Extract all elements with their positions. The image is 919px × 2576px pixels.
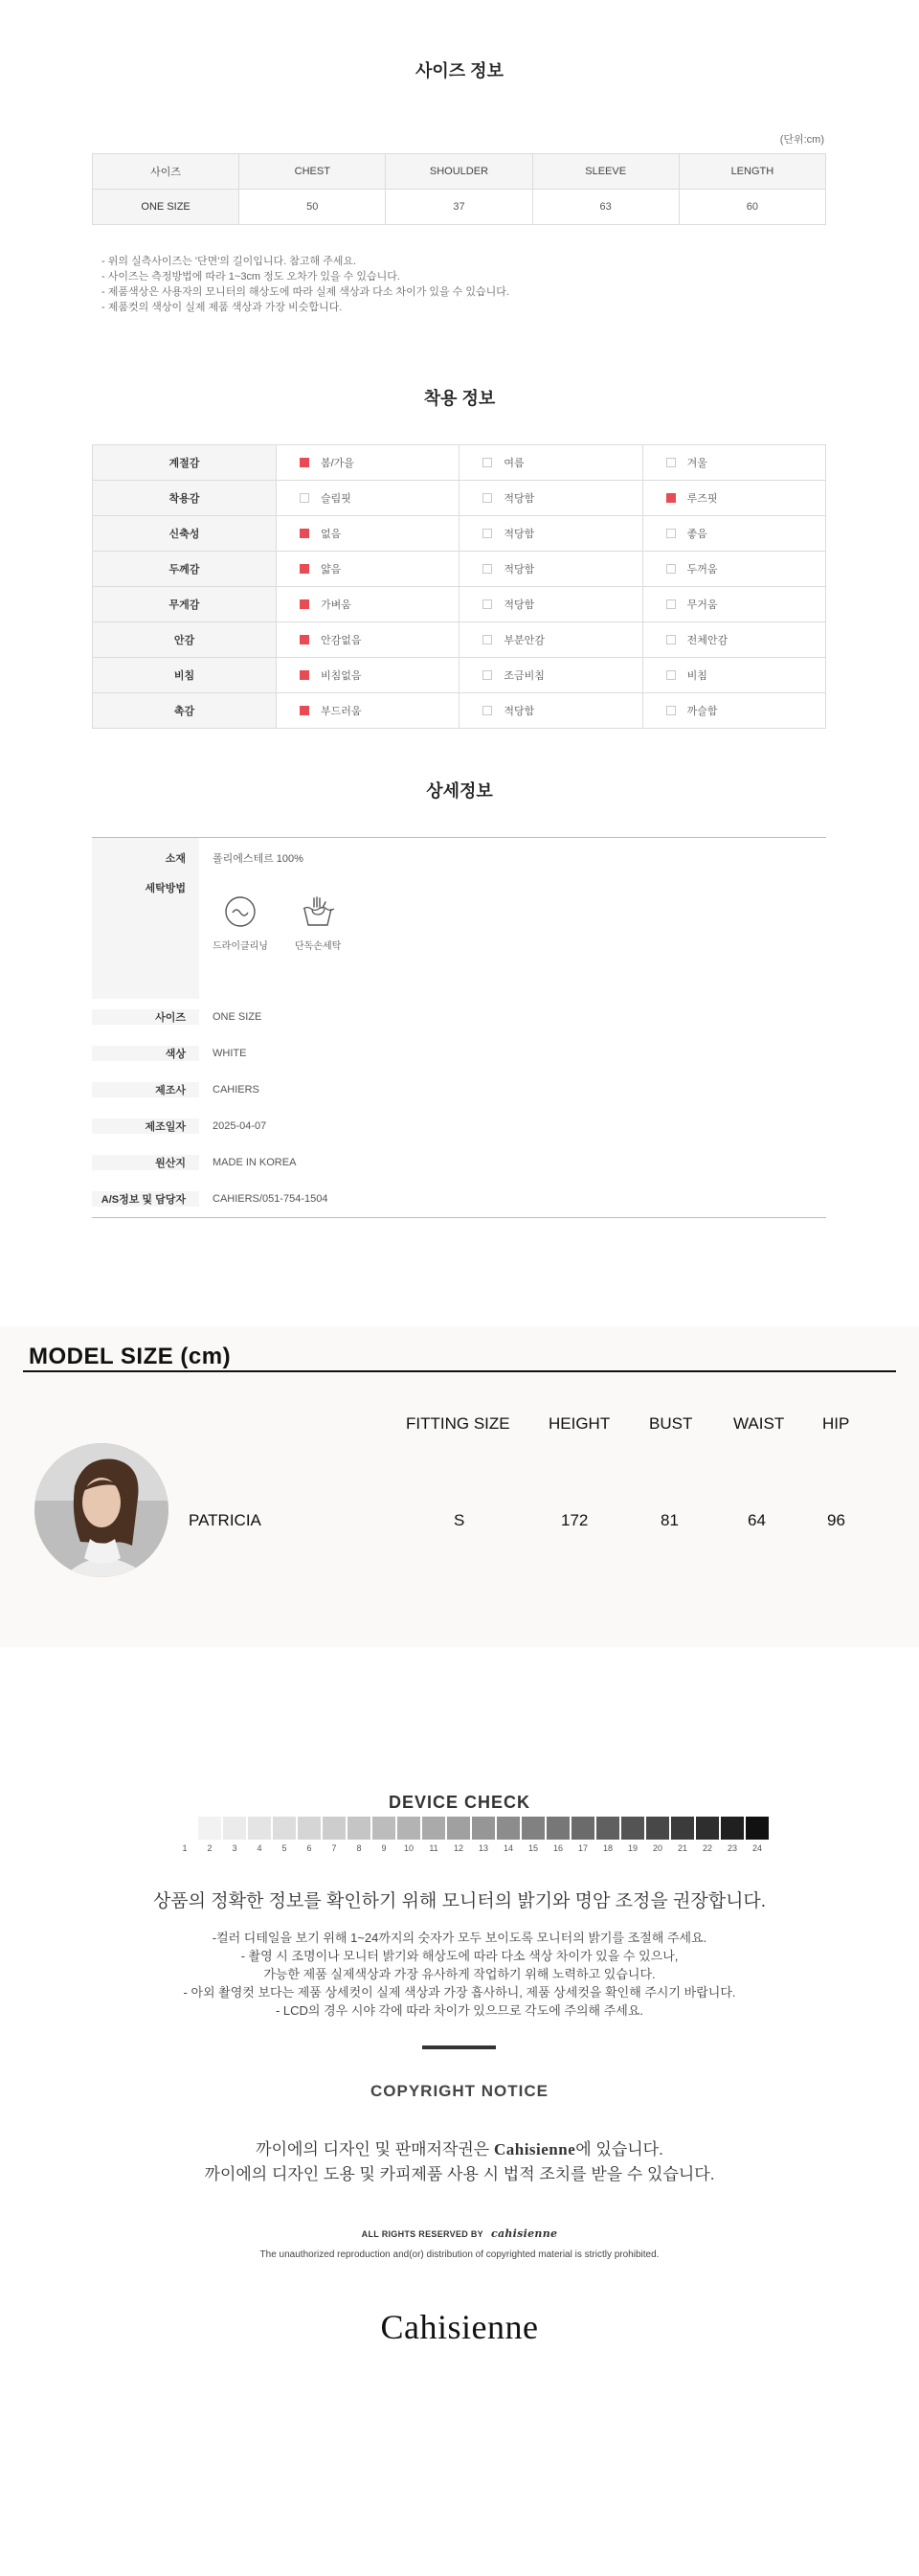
- unchecked-box-icon: [666, 564, 676, 574]
- size-note: - 제품색상은 사용자의 모니터의 해상도에 따라 실제 색상과 다소 차이가 있을 수 있습니다.: [101, 286, 509, 298]
- model-header-fitting: FITTING SIZE: [406, 1414, 510, 1433]
- size-header-cell: LENGTH: [679, 154, 825, 190]
- fit-option-label: 적당함: [504, 599, 535, 611]
- fit-option: [460, 552, 642, 587]
- fit-row: [93, 481, 826, 516]
- model-value-bust: 81: [661, 1511, 679, 1529]
- size-notes: [101, 254, 509, 315]
- unchecked-box-icon: [666, 458, 676, 467]
- gray-swatch-number: 24: [751, 1843, 762, 1853]
- unchecked-box-icon: [482, 599, 492, 609]
- fit-option: [460, 516, 642, 552]
- unchecked-box-icon: [666, 529, 676, 538]
- gray-swatch: [397, 1817, 420, 1840]
- size-header-cell: SHOULDER: [386, 154, 532, 190]
- device-note: - 촬영 시 조명이나 모니터 밝기와 해상도에 따라 다소 색상 차이가 있을 수 있으나,: [240, 1949, 679, 1963]
- copyright-text: [0, 2137, 919, 2187]
- fit-option-label: 두꺼움: [686, 564, 718, 576]
- detail-value: 2025-04-07: [213, 1120, 267, 1132]
- size-cell: ONE SIZE: [93, 190, 239, 225]
- fit-info-title: 착용 정보: [423, 389, 496, 408]
- model-value-fitting: S: [454, 1511, 465, 1529]
- wash-method-label: 단독손세탁: [294, 941, 342, 952]
- gray-swatch-number: 2: [207, 1843, 213, 1853]
- gray-swatch-number: 11: [429, 1843, 438, 1853]
- fit-row-label: 착용감: [93, 481, 277, 516]
- fit-row-label: 촉감: [93, 693, 277, 729]
- detail-row-color: [92, 1035, 826, 1072]
- fit-row-label: 안감: [93, 622, 277, 658]
- fit-option: [642, 587, 825, 622]
- gray-swatch: [547, 1817, 570, 1840]
- gray-swatch: [621, 1817, 644, 1840]
- detail-label: 사이즈: [92, 1009, 199, 1025]
- device-note: - 아외 촬영컷 보다는 제품 상세컷이 실제 색상과 가장 흡사하니, 제품 상세컷을 확인해 주시기 바랍니다.: [183, 1985, 736, 2000]
- gray-swatch: [696, 1817, 719, 1840]
- detail-row-size: [92, 999, 826, 1035]
- copyright-line-1-pre: 까이에의 디자인 및 판매저작권은: [256, 2140, 494, 2158]
- unchecked-box-icon: [482, 493, 492, 503]
- gray-swatch-number: 14: [503, 1843, 513, 1853]
- fit-option: [277, 481, 460, 516]
- fit-option-label: 적당함: [504, 529, 535, 540]
- brand-logo: Cahisienne: [380, 2308, 539, 2346]
- gray-swatch-number: 9: [381, 1843, 387, 1853]
- detail-row-origin: [92, 1144, 826, 1181]
- detail-label: 제조사: [92, 1082, 199, 1097]
- fit-row-label: 신축성: [93, 516, 277, 552]
- wash-methods: [199, 876, 341, 999]
- gray-swatch-number: 7: [331, 1843, 337, 1853]
- wash-method-dry-clean: [213, 895, 268, 952]
- model-avatar: [34, 1443, 168, 1577]
- checked-box-icon: [666, 493, 676, 503]
- model-value-waist: 64: [748, 1511, 766, 1529]
- unchecked-box-icon: [482, 564, 492, 574]
- fit-option: [277, 552, 460, 587]
- fit-option: [460, 587, 642, 622]
- model-header-height: HEIGHT: [549, 1414, 611, 1433]
- gray-swatch: [198, 1817, 221, 1840]
- model-value-hip: 96: [827, 1511, 845, 1529]
- size-table-header: [93, 154, 826, 190]
- fit-option: [277, 587, 460, 622]
- brand-inline: Cahisienne: [493, 2140, 576, 2158]
- fit-row-label: 비침: [93, 658, 277, 693]
- checked-box-icon: [300, 706, 309, 715]
- gray-swatch: [248, 1817, 271, 1840]
- fit-option: [642, 481, 825, 516]
- fit-option-label: 부드러움: [321, 706, 362, 717]
- detail-value: ONE SIZE: [213, 1011, 262, 1023]
- fit-option-label: 겨울: [686, 458, 707, 469]
- fit-option-label: 전체안감: [686, 635, 728, 646]
- size-header-cell: 사이즈: [93, 154, 239, 190]
- detail-label: A/S정보 및 담당자: [92, 1191, 199, 1207]
- fit-option: [277, 445, 460, 481]
- gray-swatch-number: 8: [356, 1843, 362, 1853]
- fit-option-label: 부분안감: [504, 635, 545, 646]
- fit-option-label: 적당함: [504, 564, 535, 576]
- size-note: - 사이즈는 측정방법에 따라 1~3cm 정도 오차가 있을 수 있습니다.: [101, 271, 400, 282]
- gray-swatch-number: 18: [602, 1843, 613, 1853]
- gray-swatch: [596, 1817, 619, 1840]
- gray-swatch: [422, 1817, 445, 1840]
- fit-option: [460, 481, 642, 516]
- detail-title: 상세정보: [426, 781, 493, 801]
- gray-swatch-number: 17: [577, 1843, 588, 1853]
- copyright-line-1-post: 에 있습니다.: [575, 2140, 663, 2158]
- fit-option: [642, 658, 825, 693]
- device-check-title: DEVICE CHECK: [388, 1793, 531, 1812]
- size-header-cell: CHEST: [239, 154, 386, 190]
- unchecked-box-icon: [666, 670, 676, 680]
- copyright-title: COPYRIGHT NOTICE: [370, 2082, 549, 2100]
- size-cell: 60: [679, 190, 825, 225]
- fit-option: [460, 445, 642, 481]
- unchecked-box-icon: [666, 635, 676, 644]
- device-note: -컬러 디테일을 보기 위해 1~24까지의 숫자가 모두 보이도록 모니터의 밝기를 조절해 주세요.: [212, 1931, 707, 1945]
- gray-swatch-number: 23: [727, 1843, 737, 1853]
- gray-swatch: [372, 1817, 395, 1840]
- gray-swatch: [447, 1817, 470, 1840]
- grayscale-numbers: [173, 1843, 769, 1853]
- size-header-cell: SLEEVE: [532, 154, 679, 190]
- wash-method-hand-wash: [295, 895, 341, 952]
- checked-box-icon: [300, 670, 309, 680]
- fit-option: [642, 552, 825, 587]
- detail-row-date: [92, 1108, 826, 1144]
- fit-row: [93, 693, 826, 729]
- divider-bar: [422, 2045, 496, 2049]
- fit-option: [277, 622, 460, 658]
- checked-box-icon: [300, 529, 309, 538]
- fit-option: [642, 622, 825, 658]
- model-value-height: 172: [561, 1511, 589, 1529]
- size-cell: 63: [532, 190, 679, 225]
- gray-swatch: [671, 1817, 694, 1840]
- size-info-title: 사이즈 정보: [415, 61, 504, 80]
- fit-row: [93, 658, 826, 693]
- detail-value: CAHIERS/051-754-1504: [213, 1193, 328, 1205]
- model-header-hip: HIP: [822, 1414, 850, 1433]
- size-cell: 37: [386, 190, 532, 225]
- gray-swatch: [572, 1817, 594, 1840]
- unchecked-box-icon: [300, 493, 309, 503]
- detail-label: 색상: [92, 1046, 199, 1061]
- detail-value: 폴리에스테르 100%: [213, 853, 303, 865]
- wash-method-label: 드라이클리닝: [213, 941, 268, 952]
- fit-option-label: 슬림핏: [321, 493, 351, 505]
- fit-option-label: 조금비침: [504, 670, 545, 682]
- hand-wash-icon: [301, 895, 335, 928]
- gray-swatch-number: 15: [527, 1843, 538, 1853]
- fit-option-label: 비침: [686, 670, 707, 682]
- model-header-bust: BUST: [649, 1414, 693, 1433]
- checked-box-icon: [300, 635, 309, 644]
- fit-option-label: 까슬함: [686, 706, 718, 717]
- size-table-row: [93, 190, 826, 225]
- fit-option-label: 적당함: [504, 706, 535, 717]
- fit-option: [460, 658, 642, 693]
- device-check-main: 상품의 정확한 정보를 확인하기 위해 모니터의 밝기와 명암 조정을 권장합니다.: [152, 1891, 767, 1911]
- gray-swatch-number: 16: [552, 1843, 563, 1853]
- device-note: 가능한 제품 실제색상과 가장 유사하게 작업하기 위해 노력하고 있습니다.: [263, 1967, 656, 1981]
- fit-option: [642, 516, 825, 552]
- device-check-notes: [0, 1929, 919, 2020]
- fit-option: [277, 516, 460, 552]
- fit-option: [642, 693, 825, 729]
- fit-option-label: 적당함: [504, 493, 535, 505]
- gray-swatch: [298, 1817, 321, 1840]
- fit-table: [92, 444, 826, 729]
- detail-label: 제조일자: [92, 1119, 199, 1134]
- gray-swatch: [273, 1817, 296, 1840]
- fit-row-label: 두께감: [93, 552, 277, 587]
- model-name: PATRICIA: [189, 1511, 261, 1529]
- rights-signature: cahisienne: [490, 2227, 558, 2240]
- fit-row-label: 무게감: [93, 587, 277, 622]
- detail-row-manufacturer: [92, 1072, 826, 1108]
- checked-box-icon: [300, 599, 309, 609]
- unchecked-box-icon: [666, 706, 676, 715]
- model-size-section: [0, 1326, 919, 1647]
- gray-swatch-number: 3: [232, 1843, 237, 1853]
- gray-swatch: [323, 1817, 346, 1840]
- gray-swatch: [173, 1817, 196, 1840]
- unchecked-box-icon: [482, 458, 492, 467]
- fit-option-label: 루즈핏: [686, 493, 718, 505]
- fit-option: [277, 693, 460, 729]
- fit-option-label: 비침없음: [321, 670, 362, 682]
- detail-label: 원산지: [92, 1155, 199, 1170]
- fit-option-label: 가벼움: [321, 599, 351, 611]
- unit-label: (단위:cm): [779, 134, 824, 146]
- fit-row-label: 계절감: [93, 445, 277, 481]
- gray-swatch: [646, 1817, 669, 1840]
- gray-swatch-number: 10: [403, 1843, 414, 1853]
- detail-value: WHITE: [213, 1048, 247, 1059]
- gray-swatch: [497, 1817, 520, 1840]
- fit-row: [93, 552, 826, 587]
- fit-row: [93, 622, 826, 658]
- fit-option-label: 없음: [321, 529, 342, 540]
- fit-option: [460, 622, 642, 658]
- detail-label: 소재: [92, 838, 199, 876]
- fit-option-label: 안감없음: [321, 635, 362, 646]
- fit-row: [93, 445, 826, 481]
- size-table: [92, 153, 826, 225]
- copyright-line-1: [0, 2137, 919, 2162]
- gray-swatch: [472, 1817, 495, 1840]
- gray-swatch-number: 19: [627, 1843, 638, 1853]
- fit-option: [460, 693, 642, 729]
- fit-option: [642, 445, 825, 481]
- gray-swatch-number: 12: [453, 1843, 463, 1853]
- fit-option: [277, 658, 460, 693]
- copyright-line-2: 까이에의 디자인 도용 및 카피제품 사용 시 법적 조치를 받을 수 있습니다.: [204, 2165, 715, 2183]
- fit-option-label: 무거움: [686, 599, 718, 611]
- size-note: - 위의 실측사이즈는 '단면'의 길이입니다. 참고해 주세요.: [101, 256, 357, 267]
- gray-swatch: [223, 1817, 246, 1840]
- size-note: - 제품컷의 색상이 실제 제품 색상과 가장 비슷합니다.: [101, 302, 343, 313]
- unchecked-box-icon: [666, 599, 676, 609]
- checked-box-icon: [300, 564, 309, 574]
- fit-row: [93, 516, 826, 552]
- fit-option-label: 얇음: [321, 564, 342, 576]
- model-size-title: MODEL SIZE (cm): [29, 1344, 232, 1369]
- gray-swatch-number: 4: [257, 1843, 262, 1853]
- gray-swatch-number: 13: [478, 1843, 488, 1853]
- checked-box-icon: [300, 458, 309, 467]
- unchecked-box-icon: [482, 635, 492, 644]
- fit-option-label: 좋음: [686, 529, 707, 540]
- gray-swatch: [347, 1817, 370, 1840]
- grayscale-strip: [173, 1817, 769, 1840]
- fit-row: [93, 587, 826, 622]
- gray-swatch-number: 22: [702, 1843, 712, 1853]
- gray-swatch-number: 1: [182, 1843, 188, 1853]
- gray-swatch-number: 20: [652, 1843, 662, 1853]
- gray-swatch: [746, 1817, 769, 1840]
- detail-row-material: [92, 838, 826, 876]
- gray-swatch-number: 6: [306, 1843, 312, 1853]
- size-cell: 50: [239, 190, 386, 225]
- model-photo: [34, 1443, 168, 1577]
- device-note: - LCD의 경우 시야 각에 따라 차이가 있으므로 각도에 주의해 주세요.: [275, 2003, 644, 2018]
- gray-swatch-number: 21: [677, 1843, 687, 1853]
- gray-swatch: [721, 1817, 744, 1840]
- fit-option-label: 봄/가을: [321, 458, 354, 469]
- detail-value: MADE IN KOREA: [213, 1157, 297, 1168]
- rights-text: ALL RIGHTS RESERVED BY: [361, 2229, 483, 2239]
- detail-label: 세탁방법: [92, 876, 199, 999]
- model-header-waist: WAIST: [733, 1414, 785, 1433]
- gray-swatch-number: 5: [281, 1843, 287, 1853]
- unchecked-box-icon: [482, 706, 492, 715]
- dry-clean-icon: [224, 895, 257, 928]
- unauthorized-notice: The unauthorized reproduction and(or) distribution of copyrighted material is strictly prohibited.: [259, 2249, 660, 2260]
- unchecked-box-icon: [482, 529, 492, 538]
- gray-swatch: [522, 1817, 545, 1840]
- detail-row-wash: [92, 876, 826, 999]
- unchecked-box-icon: [482, 670, 492, 680]
- fit-option-label: 여름: [504, 458, 525, 469]
- rights-reserved: [0, 2227, 919, 2240]
- detail-value: CAHIERS: [213, 1084, 259, 1096]
- detail-table: [92, 837, 826, 1218]
- detail-row-as: [92, 1181, 826, 1217]
- model-size-divider: [23, 1370, 896, 1372]
